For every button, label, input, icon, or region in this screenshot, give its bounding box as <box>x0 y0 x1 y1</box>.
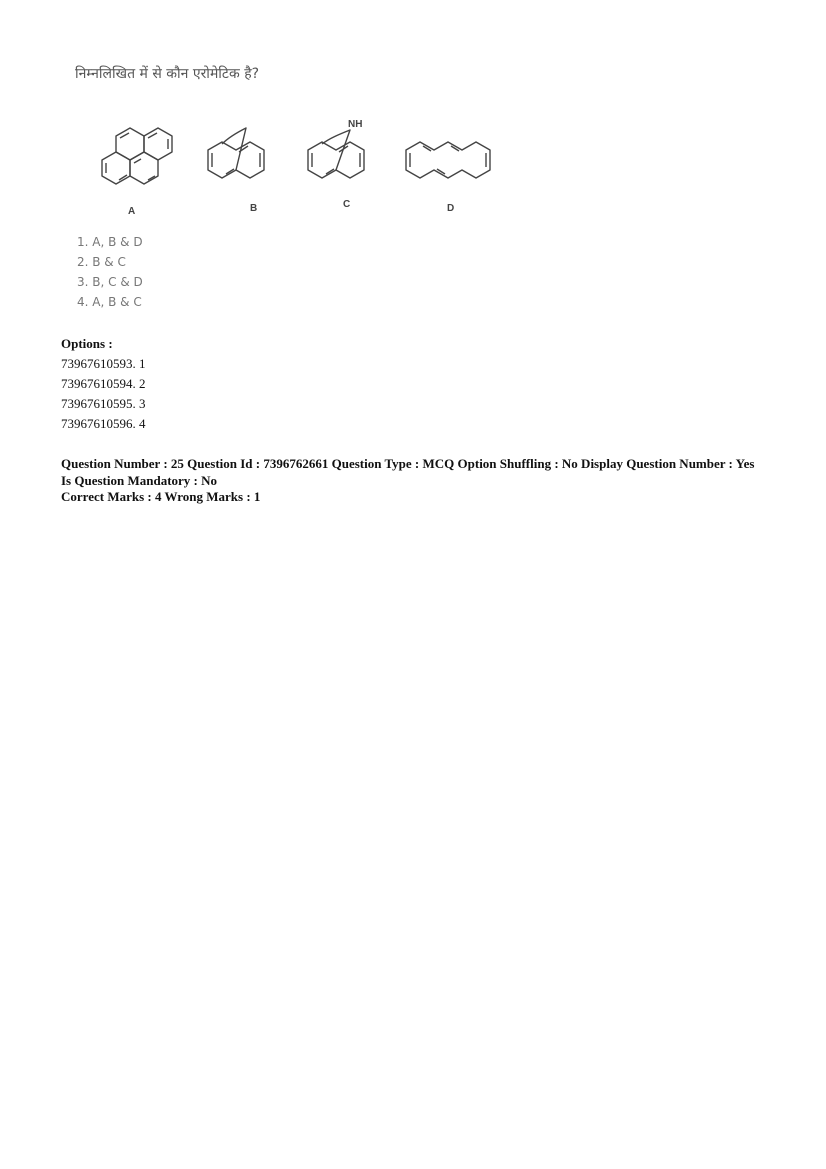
structure-c-drawing <box>308 130 364 178</box>
mandatory-line: Is Question Mandatory : No <box>61 472 218 488</box>
structure-c-label: C <box>343 199 351 210</box>
options-heading: Options : <box>61 336 113 351</box>
option-item: 73967610596. 4 <box>61 416 146 431</box>
structure-b-drawing <box>208 128 264 178</box>
answer-choice: 3. B, C & D <box>77 275 143 289</box>
options-section <box>61 334 146 434</box>
question-text: निम्नलिखित में से कौन एरोमेटिक है? <box>75 66 260 82</box>
option-item: 73967610595. 3 <box>61 396 146 411</box>
question-info-line: Question Number : 25 Question Id : 7396762661 Question Type : MCQ Option Shuffling : No Display Question Number : Yes <box>61 456 755 471</box>
structure-c-nh-label: NH <box>348 119 363 130</box>
structure-b-label: B <box>250 203 258 214</box>
answer-choice: 2. B & C <box>77 255 126 269</box>
chemical-structures-figure <box>70 108 500 218</box>
structure-d-label: D <box>447 203 455 214</box>
option-item: 73967610593. 1 <box>61 356 146 371</box>
structure-d-drawing <box>406 142 490 178</box>
option-item: 73967610594. 2 <box>61 376 146 391</box>
structure-a-label: A <box>128 206 136 217</box>
answer-choice: 1. A, B & D <box>77 235 143 249</box>
question-metadata <box>61 456 801 506</box>
answer-choice: 4. A, B & C <box>77 295 142 309</box>
marks-line: Correct Marks : 4 Wrong Marks : 1 <box>61 489 261 504</box>
structure-a-pyrene-drawing <box>102 128 172 184</box>
answer-choices-list <box>77 232 143 312</box>
